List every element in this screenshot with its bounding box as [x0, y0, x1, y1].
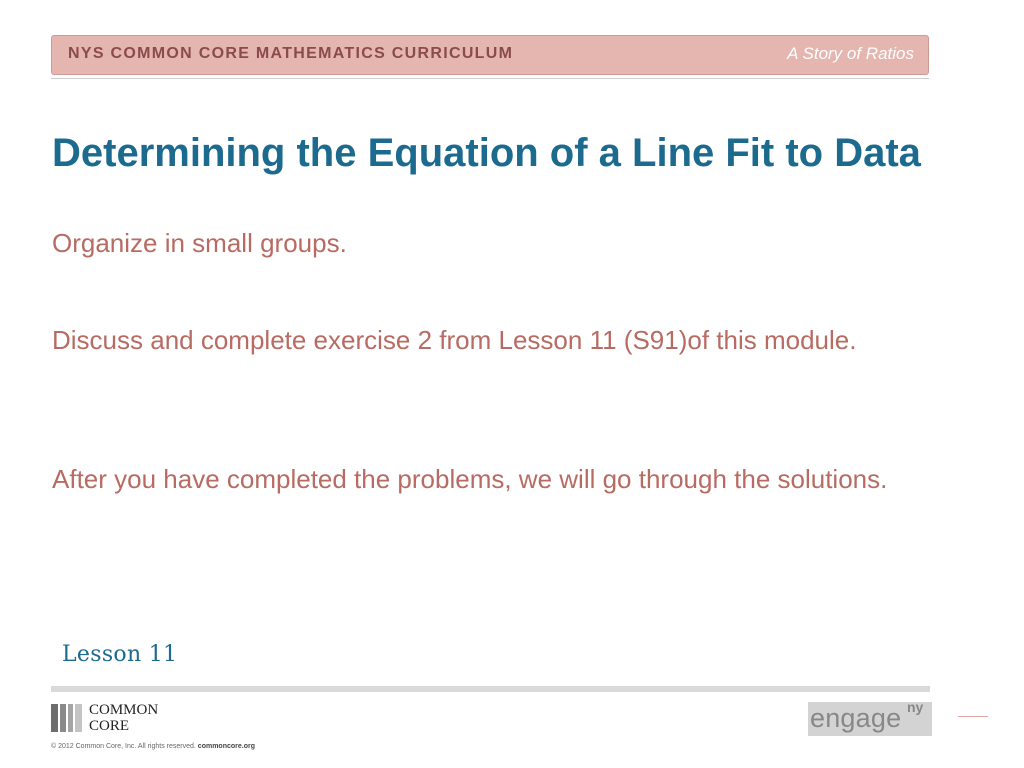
story-label: A Story of Ratios [787, 44, 914, 63]
body-paragraph-3: After you have completed the problems, we will go through the solutions. [52, 464, 888, 494]
footer-divider [51, 686, 930, 692]
common-core-logo [51, 703, 191, 733]
common-core-word-2: CORE [89, 718, 130, 734]
common-core-bars-icon [51, 704, 85, 732]
copyright-text [51, 743, 255, 750]
body-paragraph-2: Discuss and complete exercise 2 from Lesson 11 (S91)of this module. [52, 325, 857, 355]
copyright-notice: © 2012 Common Core, Inc. All rights reserved. [51, 743, 196, 750]
common-core-word-1: COMMON [89, 702, 159, 718]
side-accent-line [958, 716, 988, 717]
engage-ny-superscript: ny [907, 699, 924, 715]
body-paragraph-1: Organize in small groups. [52, 228, 347, 258]
curriculum-label: NYS COMMON CORE MATHEMATICS CURRICULUM [68, 45, 514, 62]
engage-word: engage [810, 703, 902, 733]
copyright-link[interactable]: commoncore.org [197, 743, 255, 750]
lesson-label: Lesson 11 [62, 642, 178, 667]
engageny-logo [808, 699, 932, 736]
header-banner [51, 35, 929, 75]
slide-title: Determining the Equation of a Line Fit to Data [52, 131, 921, 175]
header-divider [51, 78, 929, 79]
